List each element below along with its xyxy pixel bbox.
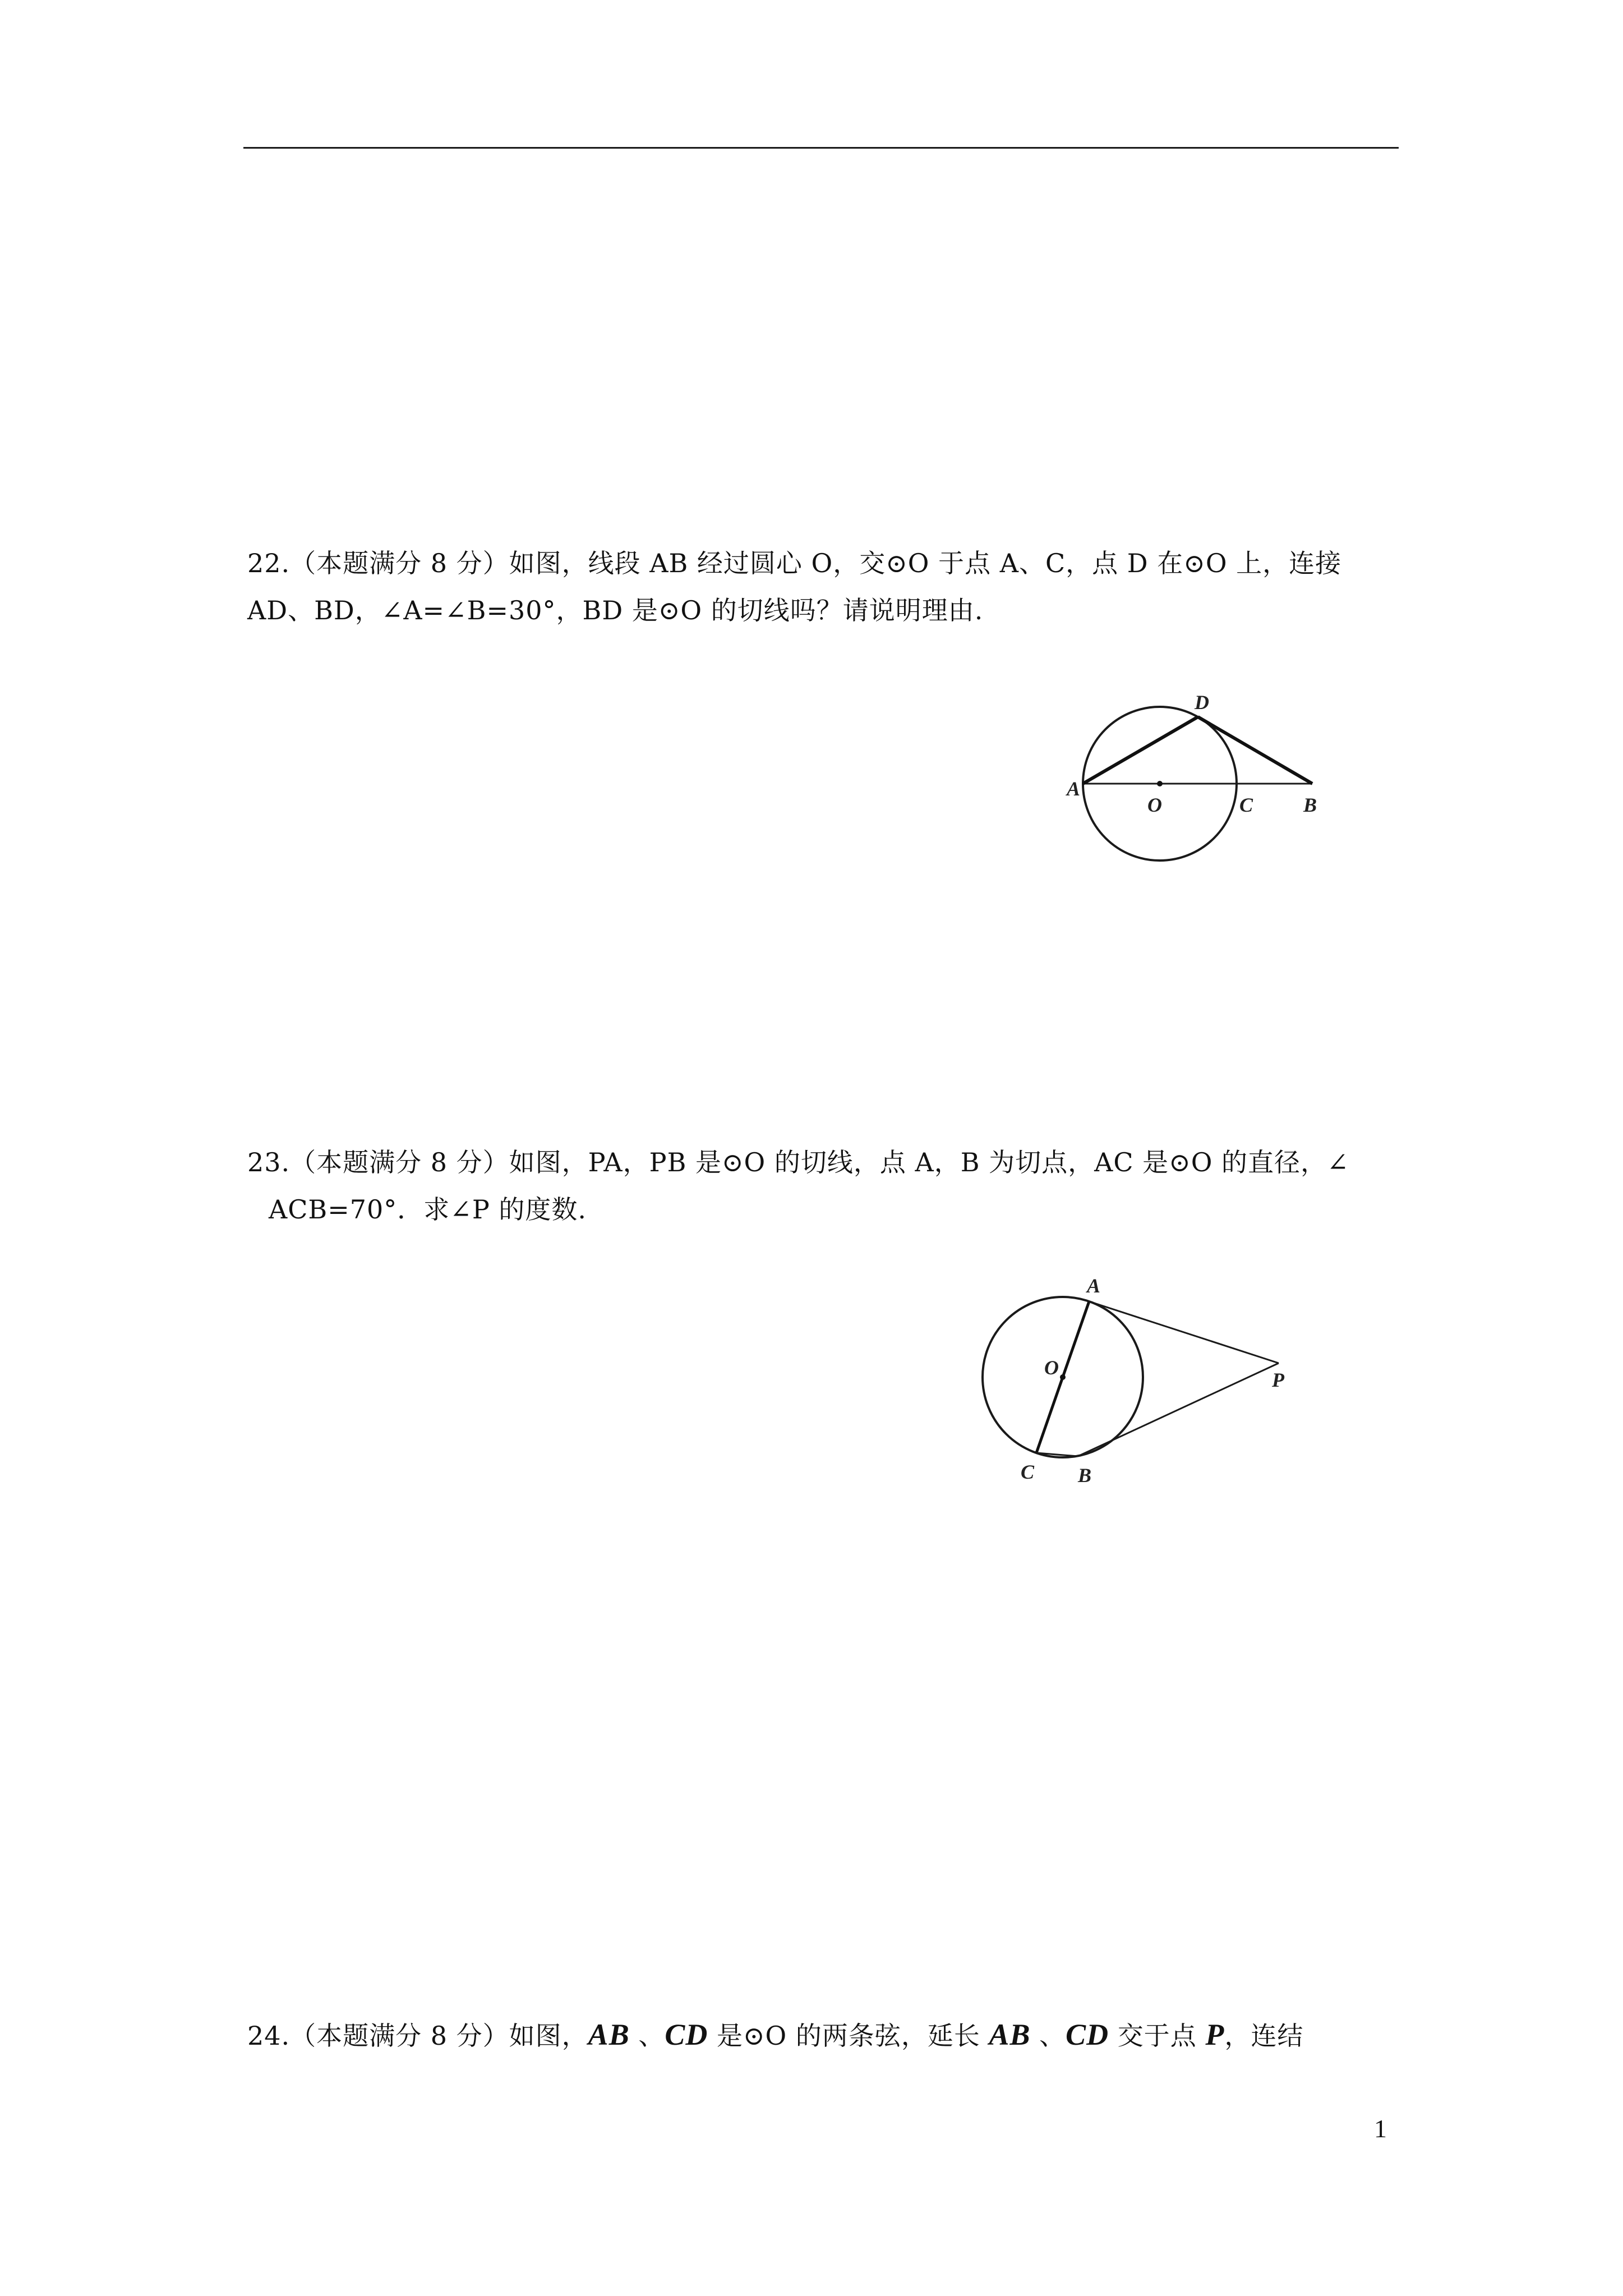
- label-a: A: [1087, 1274, 1101, 1297]
- problem-22-line-2: AD、BD，∠A=∠B=30°，BD 是⊙O 的切线吗？请说明理由.: [247, 595, 984, 625]
- label-o: O: [1147, 794, 1162, 816]
- label-p: P: [1272, 1369, 1284, 1391]
- label-b: B: [1303, 794, 1317, 816]
- problem-24-intro: 24.（本题满分 8 分）如图，: [247, 2021, 588, 2051]
- math-cd: CD: [665, 2018, 708, 2051]
- problem-24-end: ，连结: [1224, 2021, 1304, 2051]
- problem-24-sep-1: 、: [629, 2021, 665, 2051]
- label-c: C: [1239, 794, 1253, 816]
- figure-22: [1067, 690, 1324, 875]
- problem-23: [247, 1139, 1403, 1233]
- header-rule: [243, 147, 1399, 149]
- problem-22-line-1: 22.（本题满分 8 分）如图，线段 AB 经过圆心 O，交⊙O 于点 A、C，点 D 在⊙O 上，连接: [247, 548, 1342, 578]
- figure-22-diagram: [1067, 690, 1324, 875]
- problem-23-line-2: ACB=70°．求∠P 的度数.: [269, 1194, 587, 1225]
- math-ab-2: AB: [989, 2018, 1031, 2051]
- label-a: A: [1067, 777, 1081, 800]
- segment-bd: [1198, 717, 1312, 784]
- segment-ad: [1083, 717, 1198, 784]
- problem-22: [247, 540, 1403, 634]
- problem-23-line-1: 23.（本题满分 8 分）如图，PA，PB 是⊙O 的切线，点 A，B 为切点，AC 是⊙O 的直径，∠: [247, 1147, 1349, 1177]
- page-number: 1: [1374, 2114, 1387, 2143]
- label-d: D: [1195, 691, 1209, 714]
- figure-23-diagram: [976, 1262, 1312, 1498]
- problem-24-sep-2: 、: [1030, 2021, 1066, 2051]
- tangent-pa: [1089, 1301, 1279, 1363]
- label-b: B: [1078, 1464, 1092, 1487]
- problem-24: [247, 2011, 1403, 2059]
- center-dot: [1060, 1374, 1066, 1380]
- label-o: O: [1044, 1356, 1059, 1379]
- figure-23: [976, 1262, 1312, 1498]
- math-ab: AB: [588, 2018, 630, 2051]
- problem-24-mid: 是⊙O 的两条弦，延长: [708, 2021, 989, 2051]
- tangent-pb: [1078, 1363, 1279, 1456]
- problem-24-mid-2: 交于点: [1109, 2021, 1206, 2051]
- math-p: P: [1205, 2018, 1225, 2051]
- problem-24-line-1: [247, 2011, 1403, 2059]
- label-c: C: [1021, 1461, 1035, 1483]
- math-cd-2: CD: [1066, 2018, 1109, 2051]
- center-dot: [1157, 781, 1163, 786]
